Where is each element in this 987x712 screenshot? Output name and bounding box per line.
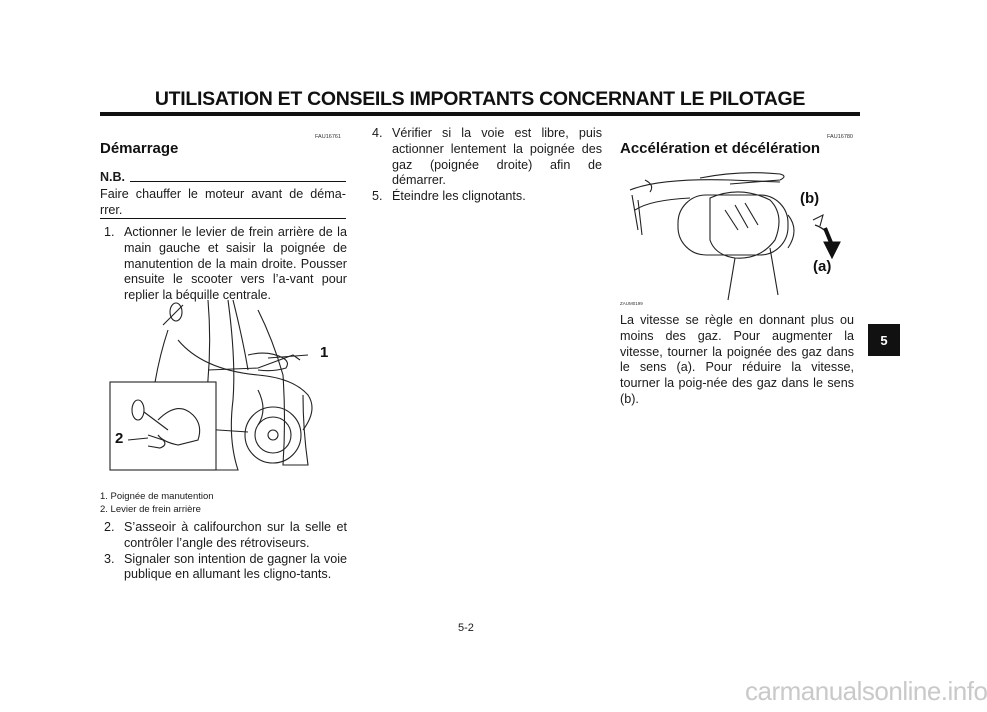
figure-label-b: (b) (800, 190, 820, 207)
section-code: FAU16780 (827, 134, 853, 140)
throttle-grip-illustration (620, 170, 860, 310)
step-1 (104, 225, 347, 304)
figure-label-1: 1 (320, 344, 329, 361)
step-number: 5. (372, 189, 383, 204)
step-text: Signaler son intention de gagner la voie publique en allumant les cligno-tants. (124, 551, 347, 582)
figure-label-2: 2 (115, 430, 124, 447)
nb-bottom-rule (100, 218, 346, 219)
section-title-demarrage: Démarrage (100, 140, 179, 157)
page-header-title: UTILISATION ET CONSEILS IMPORTANTS CONCERNANT LE PILOTAGE (154, 88, 806, 110)
figure-label-a: (a) (813, 258, 832, 275)
steps-2-3 (104, 520, 347, 583)
nb-rule (130, 181, 346, 182)
section-title-acceleration: Accélération et décélération (620, 140, 821, 157)
step-text: Vérifier si la voie est libre, puis actionner lentement la poignée des gaz (poignée droite) afin de démarrer. (392, 126, 602, 188)
step-text: Actionner le levier de frein arrière de la main gauche et saisir la poignée de manutention de la main droite. Pousser ensuite le scooter vers l’a-vant pour replier la béquille centrale. (124, 225, 347, 303)
steps-4-5 (372, 126, 602, 205)
nb-title: N.B. (100, 170, 125, 184)
section-code: FAU16761 (315, 134, 341, 140)
nb-text: Faire chauffer le moteur avant de déma-rrer. (100, 187, 346, 217)
step-number: 3. (104, 551, 115, 566)
step-text: Éteindre les clignotants. (392, 189, 526, 204)
scooter-illustration (108, 300, 348, 485)
figure-code: ZAUM0199 (620, 301, 643, 306)
step-text: S’asseoir à califourchon sur la selle et contrôler l’angle des rétroviseurs. (124, 520, 347, 550)
page-number: 5-2 (458, 622, 474, 634)
caption-item-1: 1. Poignée de manutention (100, 491, 214, 502)
watermark: carmanualsonline.info (745, 676, 987, 706)
step-number: 1. (104, 225, 115, 239)
chapter-tab: 5 (868, 324, 900, 356)
header-rule (100, 112, 860, 116)
step-number: 2. (104, 520, 115, 534)
figure-caption (100, 490, 214, 516)
caption-item-2: 2. Levier de frein arrière (100, 504, 201, 515)
acceleration-paragraph: La vitesse se règle en donnant plus ou moins des gaz. Pour augmenter la vitesse, tourner la poignée des gaz dans le sens (a). Pour réduire la vitesse, tourner la poig-née des gaz dans le sens (b). (620, 313, 854, 406)
step-number: 4. (372, 126, 383, 140)
